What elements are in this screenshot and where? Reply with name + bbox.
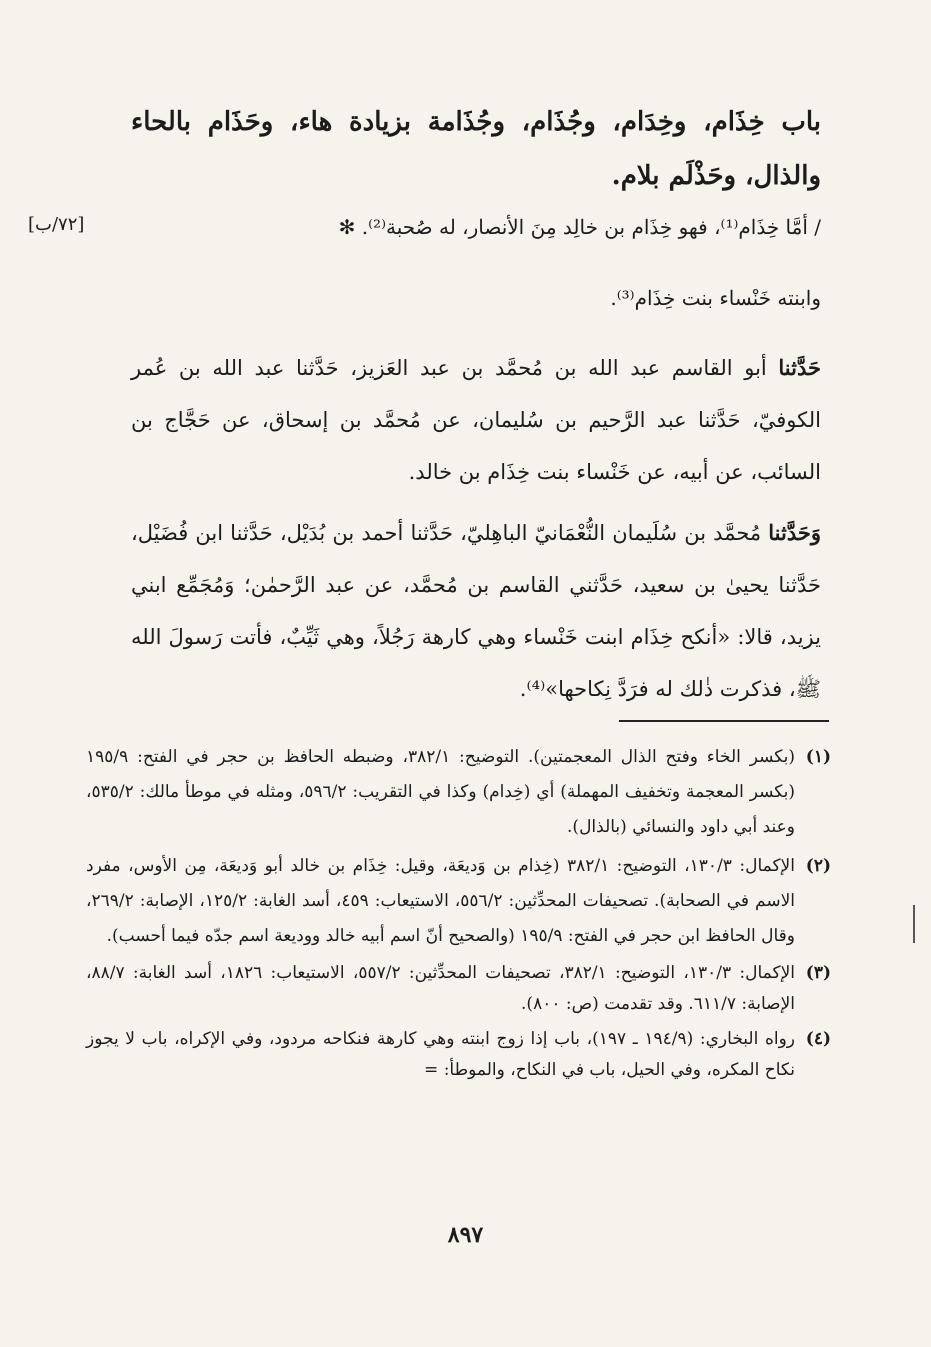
- paragraph-2: [131, 507, 821, 715]
- footnote-number: (٢): [805, 856, 831, 876]
- footnote-text: الإكمال: ١٣٠/٣، التوضيح: ٣٨٢/١ (خِذام بن وَديعَة، وقيل: خِذَام بن خالد أبو وَديعَة، مِن الأوس، مفرد الاسم في الصحابة). تصحيفات المحدِّثين: ٥٥٦/٢، الاستيعاب: ٤٥٩، أسد الغابة: ١٢٥/٢، الإصابة: ٢٦٩/٢، وقال الحافظ ابن حجر في الفتح: ١٩٥/٩ (والصحيح أنّ اسم أبيه خالد ووديعة اسم جدّه فيما أحسب).: [86, 856, 795, 946]
- paragraph-1: [131, 342, 821, 498]
- footnote: [86, 740, 831, 845]
- footnote: [86, 849, 831, 954]
- footnote-number: (١): [805, 747, 831, 767]
- entry-line-1: / أمَّا خِذَام⁽¹⁾، فهو خِذَام بن خالِد مِنَ الأنصار، له صُحبة⁽²⁾. ✻: [338, 215, 821, 239]
- paragraph-1-lead: حَدَّثنا: [778, 355, 821, 380]
- entry-line-2: وابنته خَنْساء بنت خِذَام⁽³⁾.: [610, 286, 821, 310]
- folio-marker: [٧٢/ب]: [28, 214, 85, 235]
- page-number: ٨٩٧: [447, 1222, 484, 1248]
- footnote-text: رواه البخاري: (١٩٤/٩ ـ ١٩٧)، باب إذا زوج ابنته وهي كارهة فنكاحه مردود، وفي الإكراه، باب لا يجوز نكاح المكره، وفي الحيل، باب في النكاح، والموطأ: =: [86, 1029, 795, 1080]
- margin-line-mark: [913, 905, 915, 943]
- footnote-separator: [619, 720, 829, 722]
- footnote-number: (٤): [805, 1029, 831, 1049]
- paragraph-2-lead: وَحَدَّثنا: [768, 520, 821, 545]
- footnote: [86, 1024, 831, 1086]
- footnote: [86, 958, 831, 1020]
- footnote-text: (بكسر الخاء وفتح الذال المعجمتين). التوضيح: ٣٨٢/١، وضبطه الحافظ بن حجر في الفتح: ١٩٥/٩ (بكسر المعجمة وتخفيف المهملة) أي (خِدام) وكذا في التقريب: ٥٩٦/٢، ومثله في موطأ مالك: ٥٣٥/٢، وعند أبي داود والنسائي (بالذال).: [86, 747, 795, 837]
- footnote-number: (٣): [805, 963, 831, 983]
- footnote-text: الإكمال: ١٣٠/٣، التوضيح: ٣٨٢/١، تصحيفات المحدِّثين: ٥٥٧/٢، الاستيعاب: ١٨٢٦، أسد الغابة: ٨٨/٧، الإصابة: ٦١١/٧. وقد تقدمت (ص: ٨٠٠).: [86, 963, 795, 1014]
- chapter-heading: باب خِذَام، وخِدَام، وجُذَام، وجُذَامة بزيادة هاء، وحَذَام بالحاء والذال، وحَذْلَم بلام.: [131, 107, 821, 191]
- paragraph-1-text: أبو القاسم عبد الله بن مُحمَّد بن عبد العَزيز، حَدَّثنا عبد الله بن عُمر الكوفيّ، حَدَّثنا عبد الرَّحيم بن سُليمان، عن مُحمَّد بن إسحاق، عن حَجَّاج بن السائب، عن أبيه، عن خَنْساء بنت خِذَام بن خالد.: [131, 356, 821, 484]
- footnotes: [86, 740, 831, 1090]
- paragraph-2-text: مُحمَّد بن سُلَيمان النُّعْمَانيّ الباهِليّ، حَدَّثنا أحمد بن بُدَيْل، حَدَّثنا ابن فُضَيْل، حَدَّثنا يحيىٰ بن سعيد، حَدَّثني القاسم بن مُحمَّد، عن عبد الرَّحمٰن؛ وَمُجَمِّع ابني يزيد، قالا: «أنكح خِذَام ابنت خَنْساء وهي كارهة رَجُلاً، وهي ثَيِّبٌ، فأتت رَسولَ الله ﷺ، فذكرت ذٰلك له فرَدَّ نِكاحها»⁽⁴⁾.: [131, 521, 821, 701]
